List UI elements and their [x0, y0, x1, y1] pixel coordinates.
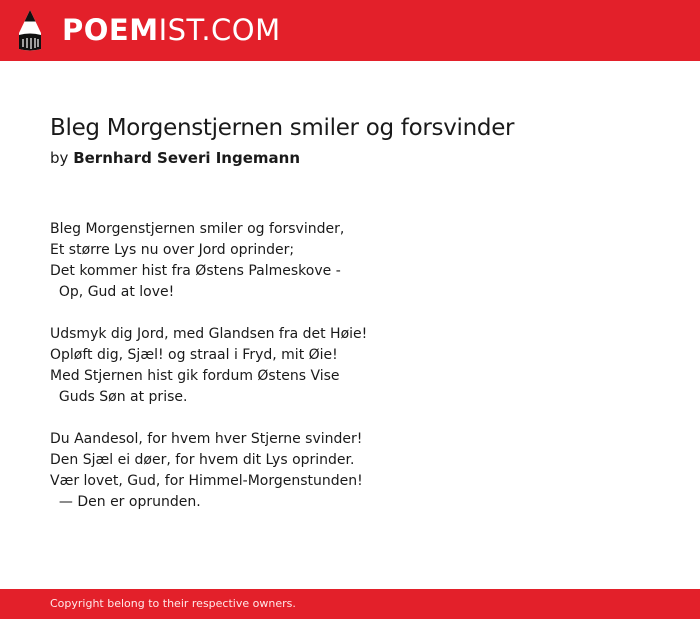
poem-title: Bleg Morgenstjernen smiler og forsvinder	[50, 115, 515, 141]
poem-line: Bleg Morgenstjernen smiler og forsvinder,	[50, 221, 345, 237]
author-name[interactable]: Bernhard Severi Ingemann	[73, 149, 300, 167]
by-label: by	[50, 149, 69, 167]
poem-line: Udsmyk dig Jord, med Glandsen fra det Høie!	[50, 326, 368, 342]
logo-bold-text: POEM	[62, 13, 159, 47]
poem-line: Du Aandesol, for hvem hver Stjerne svinder!	[50, 431, 363, 447]
poem-line: Op, Gud at love!	[50, 284, 175, 300]
byline	[50, 149, 300, 167]
poem-line: Opløft dig, Sjæl! og straal i Fryd, mit Øie!	[50, 347, 338, 363]
poem-line: Et større Lys nu over Jord oprinder;	[50, 242, 295, 258]
site-header	[0, 0, 700, 61]
poem-line: Vær lovet, Gud, for Himmel-Morgenstunden!	[50, 473, 363, 489]
stanza	[50, 429, 650, 513]
copyright-text: Copyright belong to their respective owners.	[50, 597, 296, 610]
poem-line: Med Stjernen hist gik fordum Østens Vise	[50, 368, 340, 384]
site-footer	[0, 589, 700, 619]
poem-line: Den Sjæl ei døer, for hvem dit Lys oprinder.	[50, 452, 355, 468]
logo-light-text: IST.COM	[158, 13, 281, 47]
poem-body	[50, 219, 650, 534]
poem-line: — Den er oprunden.	[50, 494, 201, 510]
stanza	[50, 219, 650, 303]
stanza	[50, 324, 650, 408]
poem-line: Det kommer hist fra Østens Palmeskove -	[50, 263, 341, 279]
site-logo[interactable]	[62, 12, 281, 48]
pencil-tip-icon[interactable]	[17, 9, 43, 52]
poem-line: Guds Søn at prise.	[50, 389, 188, 405]
